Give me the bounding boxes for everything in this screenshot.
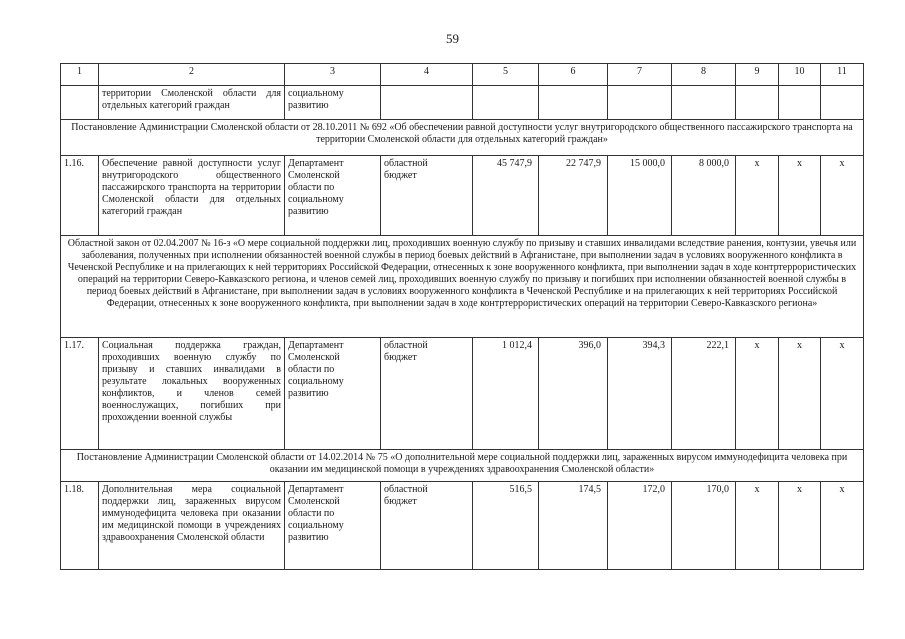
page-number: 59 [446,31,459,46]
mark-x: х [736,156,779,236]
program-table [60,63,864,570]
mark-x: х [779,156,821,236]
total-value: 516,5 [473,482,539,570]
legal-act-title: Областной закон от 02.04.2007 № 16-з «О мере социальной поддержки лиц, проходивших военную службу по призыву и ставших инвалидами вследствие ранения, контузии, увечья или заболевания, полученных при исполнении обязанностей военной службы в период боевых действий в Афганистане, при выполнении задач в условиях вооруженного конфликта в Чеченской Республике и на прилегающих к ней территориях Российской Федерации, отнесенных к зоне вооруженного конфликта, при выполнении задач в ходе контртеррористических операций на территории Северо-Кавказского региона, и членов семей лиц, проходивших военную службу по призыву и погибших при исполнении обязанностей военной службы в период боевых действий в Афганистане, при выполнении задач в условиях вооруженного конфликта в Чеченской Республике и на прилегающих к ней территориях Российской Федерации, отнесенных к зоне вооруженного конфликта, при выполнении задач в ходе контртеррористических операций на территории Северо-Кавказского региона» [61,236,864,338]
mark-x: х [736,338,779,450]
funding-source: областной бюджет [381,482,473,570]
year-value: 8 000,0 [672,156,736,236]
measure-description: Обеспечение равной доступности услуг внутригородского общественного пассажирского транспорта на территории Смоленской области для отдельных категорий граждан [99,156,285,236]
column-number: 4 [381,64,473,86]
executor: социальному развитию [285,86,381,120]
executor: Департамент Смоленской области по социальному развитию [285,156,381,236]
legal-act-title: Постановление Администрации Смоленской области от 14.02.2014 № 75 «О дополнительной мере социальной поддержки лиц, зараженных вирусом иммунодефицита человека при оказании им медицинской помощи в учреждениях здравоохранения Смоленской области» [61,450,864,482]
mark-x: х [821,156,864,236]
table-row [61,338,864,450]
year-value: 396,0 [539,338,608,450]
year-value: 172,0 [608,482,672,570]
year-value: 222,1 [672,338,736,450]
column-number: 6 [539,64,608,86]
mark-x: х [821,338,864,450]
mark-x: х [779,338,821,450]
column-number: 7 [608,64,672,86]
mark-x: х [779,482,821,570]
section-header [61,236,864,338]
column-number: 1 [61,64,99,86]
table-row [61,86,864,120]
year-value: 170,0 [672,482,736,570]
row-number: 1.18. [61,482,99,570]
total-value: 45 747,9 [473,156,539,236]
mark-x: х [821,482,864,570]
measure-description: территории Смоленской области для отдельных категорий граждан [99,86,285,120]
year-value: 15 000,0 [608,156,672,236]
year-value: 22 747,9 [539,156,608,236]
mark-x: х [736,482,779,570]
section-header [61,450,864,482]
column-numbers-row [61,64,864,86]
legal-act-title: Постановление Администрации Смоленской области от 28.10.2011 № 692 «Об обеспечении равной доступности услуг внутригородского общественного пассажирского транспорта на территории Смоленской области для отдельных категорий граждан» [61,120,864,156]
funding-source: областной бюджет [381,156,473,236]
funding-source: областной бюджет [381,338,473,450]
column-number: 8 [672,64,736,86]
column-number: 3 [285,64,381,86]
year-value: 174,5 [539,482,608,570]
total-value: 1 012,4 [473,338,539,450]
column-number: 9 [736,64,779,86]
column-number: 11 [821,64,864,86]
table-row [61,156,864,236]
year-value: 394,3 [608,338,672,450]
measure-description: Социальная поддержка граждан, проходивших военную службу по призыву и ставших инвалидами в результате локальных вооруженных конфликтов, и членов семей военнослужащих, погибших при прохождении военной службы [99,338,285,450]
table-row [61,482,864,570]
column-number: 5 [473,64,539,86]
column-number: 2 [99,64,285,86]
executor: Департамент Смоленской области по социальному развитию [285,338,381,450]
executor: Департамент Смоленской области по социальному развитию [285,482,381,570]
row-number: 1.16. [61,156,99,236]
row-number: 1.17. [61,338,99,450]
column-number: 10 [779,64,821,86]
measure-description: Дополнительная мера социальной поддержки лиц, зараженных вирусом иммунодефицита человека при оказании им медицинской помощи в учреждениях здравоохранения Смоленской области [99,482,285,570]
section-header [61,120,864,156]
